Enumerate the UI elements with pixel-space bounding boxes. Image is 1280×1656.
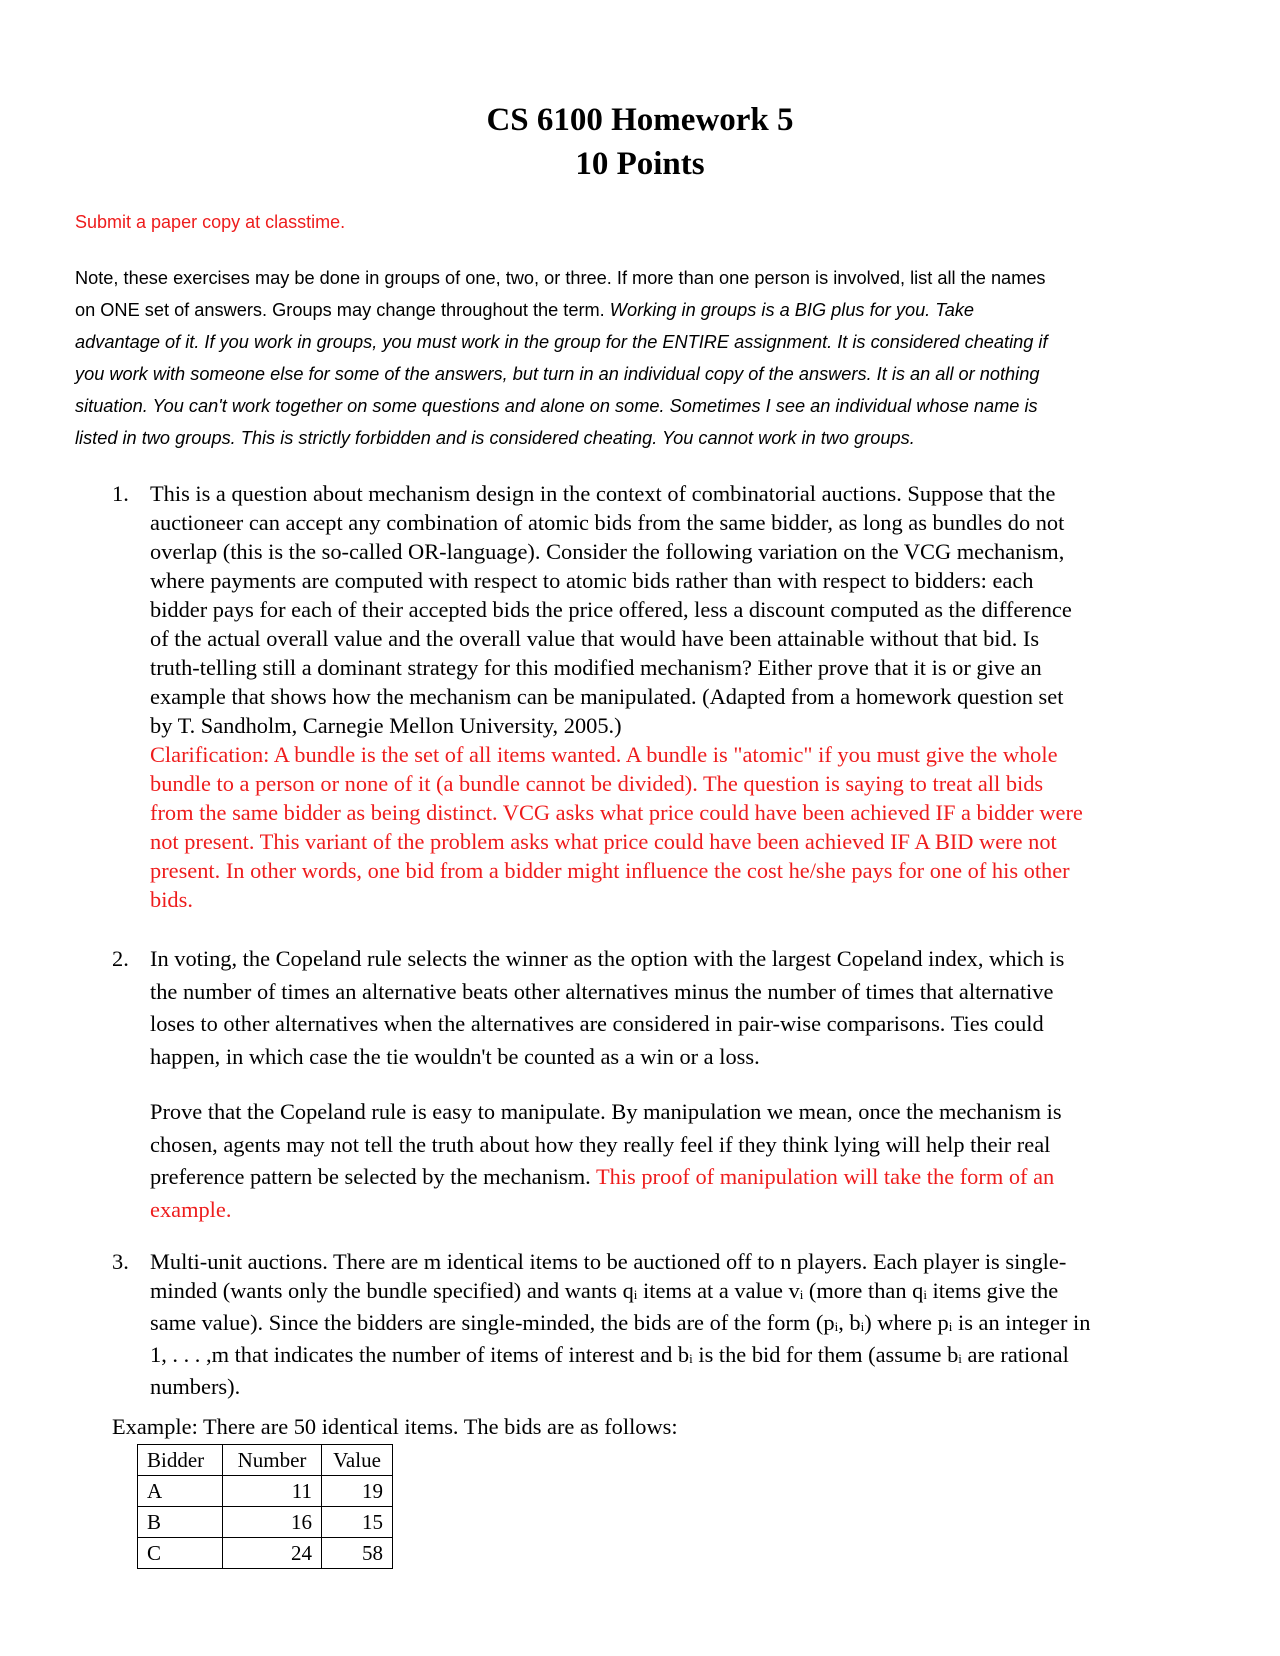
question-line: In voting, the Copeland rule selects the winner as the option with the largest Copeland index, which is [150, 946, 1065, 971]
note-line: advantage of it. If you work in groups, you must work in the group for the ENTIRE assignment. It is considered cheating if [75, 332, 1048, 352]
bidder-cell: A [138, 1476, 223, 1507]
column-header: Value [322, 1445, 393, 1476]
question-line: where payments are computed with respect to atomic bids rather than with respect to bidders: each [150, 568, 1034, 593]
note-line: Note, these exercises may be done in groups of one, two, or three. If more than one person is involved, list all the names [75, 268, 1046, 288]
note-line: situation. You can't work together on some questions and alone on some. Sometimes I see an individual whose name is [75, 396, 1038, 416]
question-line: by T. Sandholm, Carnegie Mellon University, 2005.) [150, 713, 622, 738]
clarification-line: from the same bidder as being distinct. VCG asks what price could have been achieved IF a bidder were [150, 800, 1083, 825]
question-line: the number of times an alternative beats other alternatives minus the number of times that alternative [150, 978, 1054, 1004]
note-line: on ONE set of answers. Groups may change throughout the term. Working in groups is a BIG plus for you. Take [75, 300, 975, 320]
question-line: chosen, agents may not tell the truth about how they really feel if they think lying will help their real [150, 1131, 1051, 1157]
question-number: 3. [112, 1249, 129, 1274]
note-line: you work with someone else for some of the answers, but turn in an individual copy of the answers. It is an all or nothing [75, 364, 1040, 384]
question-3 [112, 1247, 1212, 1401]
question-2 [112, 943, 1212, 1226]
submit-instruction: Submit a paper copy at classtime. [75, 212, 346, 232]
value-cell: 15 [322, 1507, 393, 1538]
question-line: Multi-unit auctions. There are m identical items to be auctioned off to n players. Each player is single- [150, 1249, 1067, 1274]
question-1 [112, 479, 1212, 914]
table-row [138, 1476, 393, 1507]
column-header: Bidder [138, 1445, 223, 1476]
question-line: bidder pays for each of their accepted bids the price offered, less a discount computed as the difference [150, 597, 1072, 622]
question-line: happen, in which case the tie wouldn't be counted as a win or a loss. [150, 1043, 760, 1069]
table-header-row [138, 1445, 393, 1476]
bidder-cell: C [138, 1538, 223, 1569]
question-number: 1. [112, 481, 129, 506]
question-line: preference pattern be selected by the mechanism. This proof of manipulation will take the form of an [150, 1164, 1055, 1189]
page-title: CS 6100 Homework 5 [486, 102, 794, 138]
question-3-body [150, 1247, 1212, 1401]
question-line: overlap (this is the so-called OR-language). Consider the following variation on the VCG mechanism, [150, 539, 1065, 564]
points-heading: 10 Points [575, 146, 705, 182]
value-cell: 19 [322, 1476, 393, 1507]
question-line: Prove that the Copeland rule is easy to manipulate. By manipulation we mean, once the mechanism is [150, 1099, 1062, 1124]
bidder-cell: B [138, 1507, 223, 1538]
question-line: numbers). [150, 1374, 241, 1399]
table-row [138, 1538, 393, 1569]
question-line: minded (wants only the bundle specified) and wants $q_i$ items at a value $v_i$ (more than $q_i$ items give the [150, 1278, 1059, 1303]
question-line: This is a question about mechanism design in the context of combinatorial auctions. Suppose that the [150, 481, 1056, 506]
question-1-body [150, 479, 1212, 914]
question-line: example that shows how the mechanism can be manipulated. (Adapted from a homework question set [150, 684, 1064, 709]
note-line: listed in two groups. This is strictly forbidden and is considered cheating. You cannot work in two groups. [75, 428, 915, 448]
proof-hint: This proof of manipulation will take the form of an [595, 1164, 1055, 1189]
number-cell: 16 [223, 1507, 322, 1538]
question-line: truth-telling still a dominant strategy for this modified mechanism? Either prove that it is or give an [150, 655, 1042, 680]
question-line: auctioneer can accept any combination of atomic bids from the same bidder, as long as bundles do not [150, 510, 1065, 535]
clarification-line: bundle to a person or none of it (a bundle cannot be divided). The question is saying to treat all bids [150, 771, 1044, 796]
question-line: 1, . . . ,m that indicates the number of items of interest and $b_i$ is the bid for them (assume $b_i$ are rational [150, 1342, 1069, 1367]
value-cell: 58 [322, 1538, 393, 1569]
example-intro: Example: There are 50 identical items. The bids are as follows: [112, 1414, 678, 1439]
question-line: of the actual overall value and the overall value that would have been attainable without that bid. Is [150, 626, 1040, 651]
question-line: loses to other alternatives when the alternatives are considered in pair-wise comparisons. Ties could [150, 1011, 1044, 1036]
clarification-line: present. In other words, one bid from a bidder might influence the cost he/she pays for one of his other [150, 858, 1070, 883]
question-2-body [150, 943, 1212, 1226]
bids-table [137, 1444, 393, 1569]
table-row [138, 1507, 393, 1538]
number-cell: 11 [223, 1476, 322, 1507]
proof-hint: example. [150, 1196, 232, 1222]
group-policy-note [75, 262, 1215, 454]
question-number: 2. [112, 946, 129, 971]
question-line: same value). Since the bidders are single-minded, the bids are of the form ($p_i$, $b_i$) where $p_i$ is an integer in [150, 1310, 1091, 1335]
clarification-line: not present. This variant of the problem asks what price could have been achieved IF A BID were not [150, 829, 1057, 854]
number-cell: 24 [223, 1538, 322, 1569]
clarification-line: Clarification: A bundle is the set of all items wanted. A bundle is "atomic" if you must give the whole [150, 742, 1058, 767]
column-header: Number [223, 1445, 322, 1476]
clarification-line: bids. [150, 887, 193, 912]
